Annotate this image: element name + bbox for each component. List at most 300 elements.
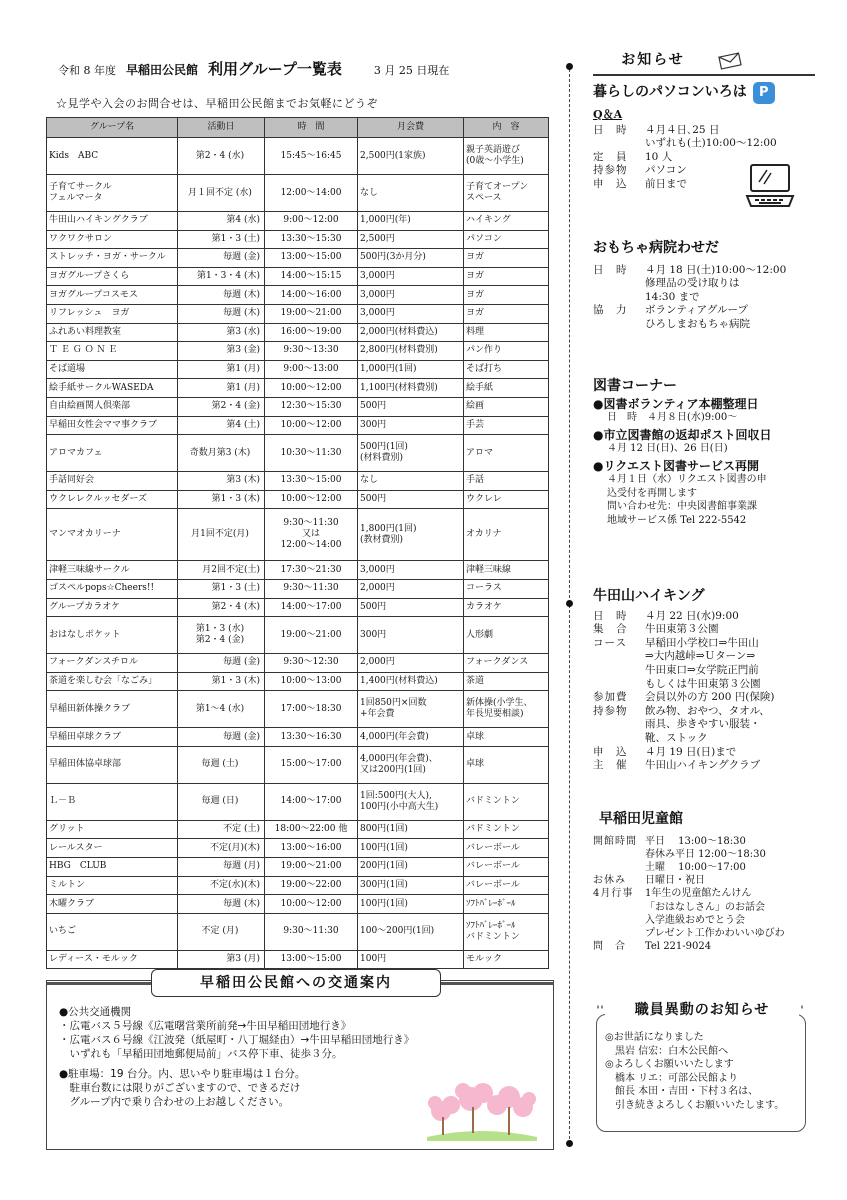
detail-row (593, 291, 823, 305)
fee-cell: 2,000円 (358, 579, 464, 598)
day-cell: 毎週 (木) (178, 304, 265, 323)
detail-row (593, 732, 823, 746)
time-cell: 12:00～14:00 (265, 175, 358, 212)
fee-cell: 500円 (358, 490, 464, 509)
pc-class-subtitle: Q＆A (593, 108, 623, 121)
detail-value: 1年生の児童館たんけん (645, 888, 752, 900)
transport-line: いずれも「早稲田団地郵便局前」バス停下車、徒歩３分。 (59, 1048, 343, 1060)
content-cell: コーラス (464, 579, 549, 598)
table-header-row (47, 118, 549, 138)
toy-hospital-title: おもちゃ病院わせだ (593, 240, 719, 256)
time-cell: 10:00～12:00 (265, 490, 358, 509)
content-cell: ハイキング (464, 212, 549, 231)
group-name-cell: フォークダンスチロル (47, 654, 178, 673)
content-cell: 親子英語遊び (0歳～小学生) (464, 138, 549, 175)
content-cell: 茶道 (464, 672, 549, 691)
detail-value: ひろしまおもちゃ病院 (645, 317, 750, 330)
detail-key (593, 318, 645, 332)
group-name-cell: 早稲田女性会ママ事クラブ (47, 416, 178, 435)
fee-cell: 500円(1回) (材料費別) (358, 435, 464, 472)
group-name-cell: ゴスペルpops☆Cheers!! (47, 579, 178, 598)
detail-value: パソコン (645, 164, 687, 177)
content-cell: 子育てオープン スペース (464, 175, 549, 212)
detail-key (593, 732, 645, 746)
day-cell: 毎週 (木) (178, 895, 265, 914)
detail-row (593, 304, 823, 318)
library-item-detail: ４月 12 日(日)、26 日(日) (607, 443, 728, 455)
content-cell: アロマ (464, 435, 549, 472)
group-name-cell: レディース・モルック (47, 950, 178, 969)
fee-cell: 1,000円(1回) (358, 360, 464, 379)
fee-cell: 500円 (358, 598, 464, 617)
day-cell: 毎週 (土) (178, 746, 265, 783)
detail-value: 平日 13:00～18:30 (645, 835, 746, 847)
time-cell: 14:00～17:00 (265, 598, 358, 617)
time-cell: 9:30～13:30 (265, 342, 358, 361)
day-cell: 第3 (金) (178, 342, 265, 361)
day-cell: 不定(水)(木) (178, 876, 265, 895)
content-cell: フォークダンス (464, 654, 549, 673)
day-cell: 第1・3 (土) (178, 230, 265, 249)
content-cell: 新体操(小学生、 年長児要相談) (464, 691, 549, 728)
detail-value: 14:30 まで (645, 290, 700, 303)
toy-hospital-section (593, 242, 823, 332)
header-time: 時 間 (265, 118, 358, 138)
table-row (47, 895, 549, 914)
day-cell: 第2・4 (金) (178, 397, 265, 416)
as-of-date: 3 月 25 日現在 (373, 64, 450, 77)
time-cell: 13:00～16:00 (265, 839, 358, 858)
table-row (47, 175, 549, 212)
table-row (47, 212, 549, 231)
day-cell: 第1・3・4 (木) (178, 267, 265, 286)
detail-row (593, 874, 823, 887)
fee-cell: 100円(1回) (358, 839, 464, 858)
fee-cell: 100円 (358, 950, 464, 969)
fee-cell: 1,000円(年) (358, 212, 464, 231)
time-cell: 9:00～13:00 (265, 360, 358, 379)
detail-value: ボランティアグループ (645, 304, 749, 317)
content-cell: ｿﾌﾄﾊﾞﾚｰﾎﾞｰﾙ バドミントン (464, 913, 549, 950)
library-item-heading: ●リクエスト図書サービス再開 (593, 458, 759, 473)
time-cell: 17:30～21:30 (265, 561, 358, 580)
content-cell: バレーボール (464, 858, 549, 877)
table-row (47, 490, 549, 509)
detail-value: ４月 18 日(土)10:00～12:00 (645, 263, 787, 276)
table-row (47, 249, 549, 268)
group-name-cell: Ｌ－Ｂ (47, 783, 178, 820)
day-cell: 不定 (月) (178, 913, 265, 950)
table-row (47, 342, 549, 361)
table-row (47, 416, 549, 435)
detail-value: 飲み物、おやつ、タオル、 (645, 704, 770, 717)
detail-value: 牛田東口⇒女学院正門前 (645, 663, 759, 676)
detail-key (593, 137, 645, 151)
detail-value: 春休み平日 12:00～18:30 (645, 848, 766, 860)
detail-value: 牛田山ハイキングクラブ (645, 759, 761, 772)
fee-cell: 2,500円 (358, 230, 464, 249)
parking-line: グループ内で乗り合わせの上お越しください。 (59, 1096, 290, 1108)
transport-line: ●公共交通機関 (59, 1006, 132, 1018)
library-item-detail: 日 時 ４月８日(水)9:00～ (607, 412, 738, 424)
time-cell: 10:00～12:00 (265, 895, 358, 914)
group-list-section (46, 58, 554, 969)
transport-line: ・広電バス６号線《江波発（紙屋町・八丁堀経由）→牛田早稲田団地行き》 (59, 1034, 415, 1046)
table-row (47, 654, 549, 673)
day-cell: 第4 (水) (178, 212, 265, 231)
table-row (47, 397, 549, 416)
staff-change-title: 職員異動のお知らせ (605, 995, 799, 1025)
fee-cell: 500円(3か月分) (358, 249, 464, 268)
fee-cell: 300円 (358, 416, 464, 435)
cherry-blossom-illustration (427, 1079, 537, 1141)
detail-value: いずれも(土)10:00～12:00 (645, 137, 777, 150)
detail-row (593, 861, 823, 874)
day-cell: 毎週 (金) (178, 654, 265, 673)
content-cell: 絵手紙 (464, 379, 549, 398)
fee-cell: 1,100円(材料費別) (358, 379, 464, 398)
table-row (47, 913, 549, 950)
table-row (47, 360, 549, 379)
detail-key (593, 277, 645, 291)
content-cell: バドミントン (464, 783, 549, 820)
table-row (47, 323, 549, 342)
hiking-section (593, 590, 823, 773)
table-row (47, 839, 549, 858)
library-item-detail: 地域サービス係 Tel 222-5542 (607, 514, 747, 526)
time-cell: 9:30～11:30 (265, 579, 358, 598)
table-row (47, 435, 549, 472)
day-cell: 毎週 (金) (178, 249, 265, 268)
group-name-cell: ヨガグループコスモス (47, 286, 178, 305)
detail-key (593, 291, 645, 305)
table-row (47, 672, 549, 691)
table-row (47, 728, 549, 747)
day-cell: 不定 (土) (178, 820, 265, 839)
day-cell: 毎週 (木) (178, 286, 265, 305)
transport-box (46, 975, 554, 1150)
content-cell: 料理 (464, 323, 549, 342)
group-name-cell: 子育てサークル フェルマータ (47, 175, 178, 212)
p-badge-icon: P (753, 82, 775, 104)
content-cell: カラオケ (464, 598, 549, 617)
detail-value: 早稲田小学校口⇒牛田山 (645, 636, 759, 649)
divider-dot (566, 1140, 573, 1147)
group-name-cell: Ｔ Ｅ Ｇ Ｏ Ｎ Ｅ (47, 342, 178, 361)
detail-value: 日曜日・祝日 (645, 875, 705, 887)
table-row (47, 820, 549, 839)
time-cell: 16:00～19:00 (265, 323, 358, 342)
detail-value: 「おはなしさん」のお話会 (645, 901, 765, 913)
fee-cell: 4,000円(年会費) (358, 728, 464, 747)
detail-key: 日 時 (593, 609, 628, 622)
table-row (47, 138, 549, 175)
group-name-cell: 津軽三味線サークル (47, 561, 178, 580)
group-name-cell: ストレッチ・ヨガ・サークル (47, 249, 178, 268)
time-cell: 15:00～17:00 (265, 746, 358, 783)
detail-value: 入学進級おめでとう会 (645, 914, 745, 926)
table-row (47, 286, 549, 305)
library-item-detail: ４月１日（水）リクエスト図書の申 (607, 474, 767, 486)
detail-value: 修理品の受け取りは (645, 277, 740, 290)
detail-key: お休み (593, 875, 626, 887)
detail-key (593, 901, 645, 914)
transport-body (59, 1005, 414, 1109)
content-cell: 津軽三味線 (464, 561, 549, 580)
detail-row (593, 664, 823, 678)
time-cell: 9:30～12:30 (265, 654, 358, 673)
detail-row (593, 759, 823, 773)
day-cell: 第1・3 (木) (178, 490, 265, 509)
detail-row (593, 277, 823, 291)
fee-cell: 1,400円(材料費込) (358, 672, 464, 691)
group-name-cell: ふれあい料理教室 (47, 323, 178, 342)
day-cell: 月１回不定 (水) (178, 175, 265, 212)
detail-key (593, 914, 645, 927)
detail-key (593, 718, 645, 732)
group-name-cell: 早稲田体協卓球部 (47, 746, 178, 783)
group-name-cell: グリット (47, 820, 178, 839)
table-row (47, 746, 549, 783)
fee-cell: 2,000円 (358, 654, 464, 673)
time-cell: 19:00～21:00 (265, 617, 358, 654)
day-cell: 第1 (月) (178, 360, 265, 379)
group-name-cell: ウクレレクルッセダーズ (47, 490, 178, 509)
detail-key: コース (593, 636, 627, 649)
group-name-cell: ヨガグループさくら (47, 267, 178, 286)
hall-name: 早稲田公民館 (126, 63, 199, 77)
detail-value: 前日まで (645, 177, 687, 190)
group-name-cell: いちご (47, 913, 178, 950)
day-cell: 毎週 (月) (178, 858, 265, 877)
day-cell: 月1回不定(月) (178, 509, 265, 561)
fee-cell: 2,500円(1家族) (358, 138, 464, 175)
detail-row (593, 940, 823, 953)
staff-change-body (605, 1031, 784, 1112)
detail-row (593, 610, 823, 624)
group-table (46, 117, 549, 969)
detail-row (593, 124, 818, 138)
detail-key: 持参物 (593, 704, 628, 717)
transport-line: ・広電バス５号線《広電曙営業所前発→牛田早稲田団地行き》 (59, 1020, 352, 1032)
table-row (47, 267, 549, 286)
content-cell: 卓球 (464, 746, 549, 783)
library-item-detail: 問い合わせ先：中央図書館事業課 (607, 501, 757, 513)
detail-value: 靴、ストック (645, 731, 708, 744)
fee-cell: 1回850円×回数 +年会費 (358, 691, 464, 728)
detail-key (593, 927, 645, 940)
detail-row (593, 264, 823, 278)
notices-heading: お知らせ (621, 52, 685, 69)
table-row (47, 304, 549, 323)
detail-row (593, 318, 823, 332)
time-cell: 15:45～16:45 (265, 138, 358, 175)
day-cell: 奇数月第3 (木) (178, 435, 265, 472)
time-cell: 19:00～22:00 (265, 876, 358, 895)
staff-line: 橋本 リエ：可部公民館より (605, 1072, 738, 1084)
time-cell: 19:00～21:00 (265, 304, 358, 323)
day-cell: 第3 (木) (178, 472, 265, 491)
detail-key: 日 時 (593, 263, 628, 276)
group-name-cell: ミルトン (47, 876, 178, 895)
detail-key: 申 込 (593, 177, 628, 190)
day-cell: 第2・4 (木) (178, 598, 265, 617)
detail-row (593, 927, 823, 940)
fee-cell: 3,000円 (358, 267, 464, 286)
time-cell: 14:00～16:00 (265, 286, 358, 305)
staff-line: ◎お世話になりました (605, 1032, 704, 1043)
library-items (593, 398, 823, 528)
detail-value: プレゼント工作かわいいゆびわ (645, 928, 785, 940)
group-name-cell: グループカラオケ (47, 598, 178, 617)
group-name-cell: 早稲田卓球クラブ (47, 728, 178, 747)
time-cell: 13:30～15:30 (265, 230, 358, 249)
detail-key: 日 時 (593, 123, 628, 136)
staff-line: 館長 本田・吉田・下村３名は、 (605, 1086, 759, 1097)
detail-row (593, 835, 823, 848)
content-cell: バレーボール (464, 876, 549, 895)
detail-key (593, 861, 645, 874)
fee-cell: 300円(1回) (358, 876, 464, 895)
detail-key (593, 678, 645, 692)
group-name-cell: リフレッシュ ヨガ (47, 304, 178, 323)
fee-cell: 300円 (358, 617, 464, 654)
fee-cell: 2,000円(材料費込) (358, 323, 464, 342)
detail-value: ４月４日､25 日 (645, 123, 720, 136)
detail-row (593, 914, 823, 927)
content-cell: 手芸 (464, 416, 549, 435)
table-row (47, 598, 549, 617)
title-bar (58, 58, 554, 79)
content-cell: パソコン (464, 230, 549, 249)
fee-cell: 3,000円 (358, 561, 464, 580)
library-item-detail: 込受付を再開します (607, 487, 697, 499)
content-cell: 手話 (464, 472, 549, 491)
content-cell: ウクレレ (464, 490, 549, 509)
fee-cell: なし (358, 472, 464, 491)
table-body (47, 138, 549, 969)
laptop-icon (745, 162, 795, 210)
table-row (47, 379, 549, 398)
detail-row (593, 718, 823, 732)
detail-key (593, 848, 645, 861)
content-cell: モルック (464, 950, 549, 969)
jidokan-title: 早稲田児童館 (599, 811, 683, 827)
detail-value: 会員以外の方 200 円(保険) (645, 691, 775, 704)
header-fee: 月会費 (358, 118, 464, 138)
detail-value: ４月 22 日(水)9:00 (645, 609, 739, 622)
header-content: 内 容 (464, 118, 549, 138)
content-cell: 絵画 (464, 397, 549, 416)
day-cell: 月2回不定(土) (178, 561, 265, 580)
pc-class-title (593, 82, 818, 104)
time-cell: 10:00～12:00 (265, 379, 358, 398)
group-name-cell: HBG CLUB (47, 858, 178, 877)
detail-key: 申 込 (593, 745, 628, 758)
fiscal-year: 令和 8 年度 (58, 64, 116, 77)
table-row (47, 230, 549, 249)
day-cell: 不定(月)(木) (178, 839, 265, 858)
staff-line: ◎よろしくお願いいたします (605, 1059, 734, 1070)
library-title: 図書コーナー (593, 378, 677, 394)
fee-cell: なし (358, 175, 464, 212)
day-cell: 第3 (水) (178, 323, 265, 342)
table-row (47, 561, 549, 580)
toy-hospital-details (593, 264, 823, 332)
time-cell: 13:00～15:00 (265, 950, 358, 969)
detail-row (593, 901, 823, 914)
table-row (47, 579, 549, 598)
time-cell: 10:00～13:00 (265, 672, 358, 691)
day-cell: 第1・3 (土) (178, 579, 265, 598)
content-cell: そば打ち (464, 360, 549, 379)
detail-key: 主 催 (593, 759, 628, 772)
fee-cell: 200円(1回) (358, 858, 464, 877)
table-row (47, 617, 549, 654)
content-cell: バドミントン (464, 820, 549, 839)
detail-key: 問 合 (593, 941, 626, 953)
detail-key: 参加費 (593, 691, 628, 704)
fee-cell: 4,000円(年会費)、 又は200円(1回) (358, 746, 464, 783)
staff-change-box (596, 1002, 806, 1132)
detail-row (593, 678, 823, 692)
detail-key: 開館時間 (593, 835, 637, 847)
divider-dot (566, 63, 573, 70)
content-cell: ヨガ (464, 249, 549, 268)
group-name-cell: 茶道を楽しむ会「なごみ」 (47, 672, 178, 691)
library-item-heading: ●市立図書館の返却ポスト回収日 (593, 427, 772, 442)
content-cell: バレーボール (464, 839, 549, 858)
parking-line: ●駐車場：19 台分。内、思いやり駐車場は１台分。 (59, 1068, 306, 1080)
content-cell: オカリナ (464, 509, 549, 561)
day-cell: 毎週 (日) (178, 783, 265, 820)
detail-row (593, 691, 823, 705)
time-cell: 10:30～11:30 (265, 435, 358, 472)
time-cell: 18:00～22:00 他 (265, 820, 358, 839)
hiking-details (593, 610, 823, 773)
content-cell: パン作り (464, 342, 549, 361)
group-name-cell: そば道場 (47, 360, 178, 379)
title-rule-right (441, 982, 554, 985)
detail-row (593, 623, 823, 637)
detail-row (593, 137, 818, 151)
table-row (47, 472, 549, 491)
time-cell: 10:00～12:00 (265, 416, 358, 435)
staff-line: 黒岩 信宏：白木公民館へ (605, 1045, 729, 1057)
title-rule-left (47, 982, 151, 985)
group-name-cell: ワクワクサロン (47, 230, 178, 249)
detail-key (593, 650, 645, 664)
detail-value: 牛田東第３公園 (645, 623, 719, 636)
content-cell: ヨガ (464, 286, 549, 305)
fee-cell: 1回:500円(大人), 100円(小中高大生) (358, 783, 464, 820)
time-cell: 19:00～21:00 (265, 858, 358, 877)
time-cell: 14:00～17:00 (265, 783, 358, 820)
table-row (47, 858, 549, 877)
detail-key: 持参物 (593, 164, 628, 177)
group-name-cell: 絵手紙サークルWASEDA (47, 379, 178, 398)
header-group-name: グループ名 (47, 118, 178, 138)
day-cell: 第3 (月) (178, 950, 265, 969)
fee-cell: 3,000円 (358, 304, 464, 323)
detail-key: 定 員 (593, 150, 628, 163)
fee-cell: 500円 (358, 397, 464, 416)
group-name-cell: 手話同好会 (47, 472, 178, 491)
detail-row (593, 705, 823, 719)
detail-value: 土曜 10:00～17:00 (645, 862, 746, 873)
jidokan-details (593, 835, 823, 954)
time-cell: 12:30～15:30 (265, 397, 358, 416)
